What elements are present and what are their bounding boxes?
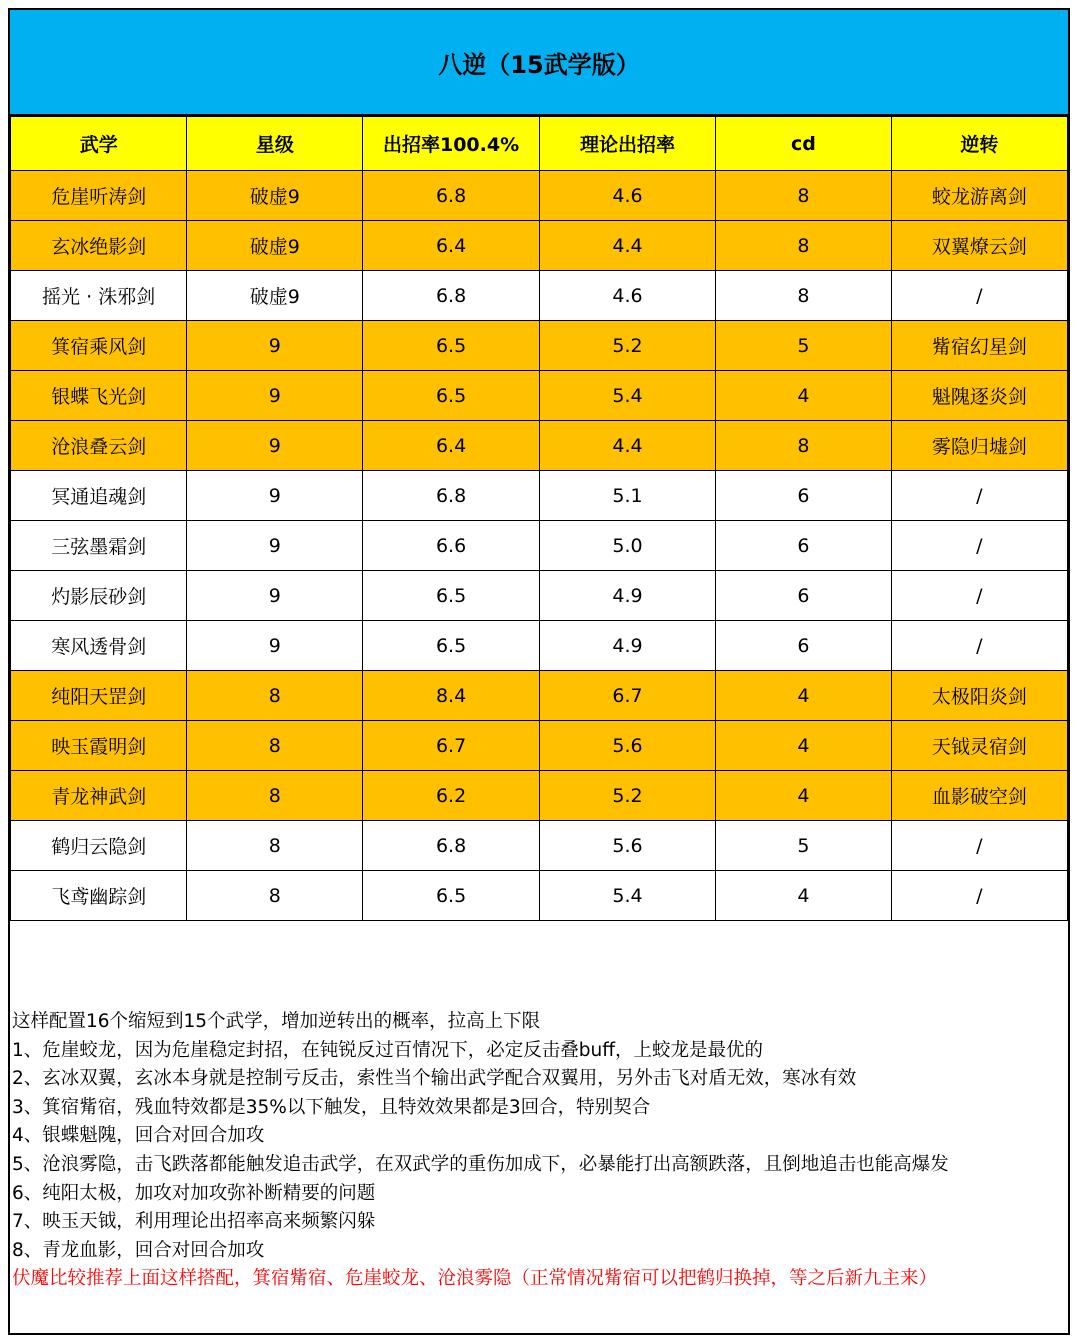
table-cell: 冥通追魂剑 [11,471,187,521]
table-cell: 银蝶飞光剑 [11,371,187,421]
table-cell: 9 [187,371,363,421]
table-row [11,621,1068,671]
table-cell: / [891,871,1067,921]
table-cell: 沧浪叠云剑 [11,421,187,471]
table-cell: 箕宿乘风剑 [11,321,187,371]
table-row [11,571,1068,621]
table-cell: 8 [187,871,363,921]
table-cell: 4 [716,871,892,921]
spreadsheet [8,8,1070,1335]
table-cell: 6.4 [363,221,540,271]
table-cell: / [891,821,1067,871]
column-header: cd [716,117,892,171]
table-cell: 6.7 [539,671,715,721]
table-row [11,171,1068,221]
table-cell: 破虚9 [187,171,363,221]
table-cell: 4.6 [539,271,715,321]
table-cell: 蛟龙游离剑 [891,171,1067,221]
table-cell: 8 [716,421,892,471]
table-cell: 6.8 [363,821,540,871]
note-line: 1、危崖蛟龙，因为危崖稳定封招，在钝锐反过百情况下，必定反击叠buff，上蛟龙是最优的 [12,1039,763,1061]
table-cell: 青龙神武剑 [11,771,187,821]
table-cell: 5.2 [539,321,715,371]
table-cell: 8 [716,221,892,271]
table-cell: 9 [187,571,363,621]
table-cell: / [891,271,1067,321]
table-cell: 5.6 [539,721,715,771]
table-cell: 6.8 [363,271,540,321]
table-row [11,471,1068,521]
table-cell: 6.5 [363,321,540,371]
table-cell: 9 [187,621,363,671]
table-cell: 4.4 [539,221,715,271]
table-cell: 5.2 [539,771,715,821]
note-line: 6、纯阳太极，加攻对加攻弥补断精要的问题 [12,1182,376,1204]
table-cell: 6.5 [363,621,540,671]
table-cell: 魁隗逐炎剑 [891,371,1067,421]
table-cell: 5.4 [539,371,715,421]
martial-arts-table [10,116,1068,921]
notes [12,1008,1062,1294]
table-cell: 6.8 [363,171,540,221]
table-cell: 纯阳天罡剑 [11,671,187,721]
header-row [11,117,1068,171]
recommendation-note: 伏魔比较推荐上面这样搭配，箕宿觜宿、危崖蛟龙、沧浪雾隐（正常情况觜宿可以把鹤归换掉，等之后新九主来） [12,1268,938,1290]
table-row [11,721,1068,771]
table-cell: 灼影辰砂剑 [11,571,187,621]
table-cell: 6 [716,571,892,621]
table-cell: 摇光 · 洙邪剑 [11,271,187,321]
table-row [11,821,1068,871]
column-header: 武学 [11,117,187,171]
table-cell: 4.6 [539,171,715,221]
sheet-title: 八逆（15武学版） [10,10,1068,116]
table-cell: 4 [716,771,892,821]
table-row [11,321,1068,371]
table-cell: 8 [716,271,892,321]
table-cell: 6.5 [363,371,540,421]
table-cell: 4.4 [539,421,715,471]
table-cell: 映玉霞明剑 [11,721,187,771]
table-cell: 9 [187,521,363,571]
note-line: 这样配置16个缩短到15个武学，增加逆转出的概率，拉高上下限 [12,1011,541,1032]
table-row [11,521,1068,571]
table-cell: 4 [716,371,892,421]
table-cell: 4 [716,671,892,721]
table-cell: / [891,471,1067,521]
table-cell: 5.1 [539,471,715,521]
note-line: 5、沧浪雾隐，击飞跌落都能触发追击武学，在双武学的重伤加成下，必暴能打出高额跌落，且倒地追击也能高爆发 [12,1153,949,1175]
table-cell: / [891,571,1067,621]
table-cell: 5.6 [539,821,715,871]
table-cell: 双翼燎云剑 [891,221,1067,271]
table-cell: 4.9 [539,571,715,621]
table-cell: 8 [187,771,363,821]
column-header: 出招率100.4% [363,117,540,171]
table-cell: 6.5 [363,871,540,921]
note-line: 2、玄冰双翼，玄冰本身就是控制亏反击，索性当个输出武学配合双翼用，另外击飞对盾无效，寒冰有效 [12,1068,857,1090]
table-row [11,271,1068,321]
note-line: 7、映玉天钺，利用理论出招率高来频繁闪躲 [12,1211,376,1233]
table-row [11,771,1068,821]
table-cell: 觜宿幻星剑 [891,321,1067,371]
table-row [11,671,1068,721]
table-cell: 危崖听涛剑 [11,171,187,221]
table-cell: 飞鸢幽踪剑 [11,871,187,921]
table-cell: 9 [187,321,363,371]
table-cell: / [891,521,1067,571]
table-cell: 6.7 [363,721,540,771]
table-cell: / [891,621,1067,671]
note-line: 8、青龙血影，回合对回合加攻 [12,1239,265,1261]
note-line: 3、箕宿觜宿，残血特效都是35%以下触发，且特效效果都是3回合，特别契合 [12,1096,651,1118]
table-cell: 6.5 [363,571,540,621]
table-body [11,171,1068,921]
table-cell: 5 [716,321,892,371]
table-row [11,221,1068,271]
table-cell: 破虚9 [187,221,363,271]
table-cell: 破虚9 [187,271,363,321]
table-cell: 血影破空剑 [891,771,1067,821]
table-cell: 6.6 [363,521,540,571]
table-cell: 鹤归云隐剑 [11,821,187,871]
table-cell: 4.9 [539,621,715,671]
table-cell: 5.0 [539,521,715,571]
table-cell: 8 [716,171,892,221]
column-header: 逆转 [891,117,1067,171]
table-cell: 9 [187,421,363,471]
table-row [11,371,1068,421]
table-row [11,421,1068,471]
table-cell: 6.8 [363,471,540,521]
table-row [11,871,1068,921]
table-cell: 玄冰绝影剑 [11,221,187,271]
table-cell: 8 [187,671,363,721]
column-header: 理论出招率 [539,117,715,171]
table-cell: 8 [187,821,363,871]
table-cell: 5 [716,821,892,871]
table-cell: 4 [716,721,892,771]
table-cell: 雾隐归墟剑 [891,421,1067,471]
table-cell: 9 [187,471,363,521]
table-cell: 6 [716,621,892,671]
table-cell: 三弦墨霜剑 [11,521,187,571]
column-header: 星级 [187,117,363,171]
table-cell: 6.2 [363,771,540,821]
table-cell: 天钺灵宿剑 [891,721,1067,771]
table-cell: 6 [716,471,892,521]
table-cell: 8 [187,721,363,771]
table-cell: 6 [716,521,892,571]
table-cell: 8.4 [363,671,540,721]
note-line: 4、银蝶魁隗，回合对回合加攻 [12,1125,265,1147]
table-cell: 6.4 [363,421,540,471]
table-cell: 5.4 [539,871,715,921]
table-cell: 寒风透骨剑 [11,621,187,671]
table-cell: 太极阳炎剑 [891,671,1067,721]
